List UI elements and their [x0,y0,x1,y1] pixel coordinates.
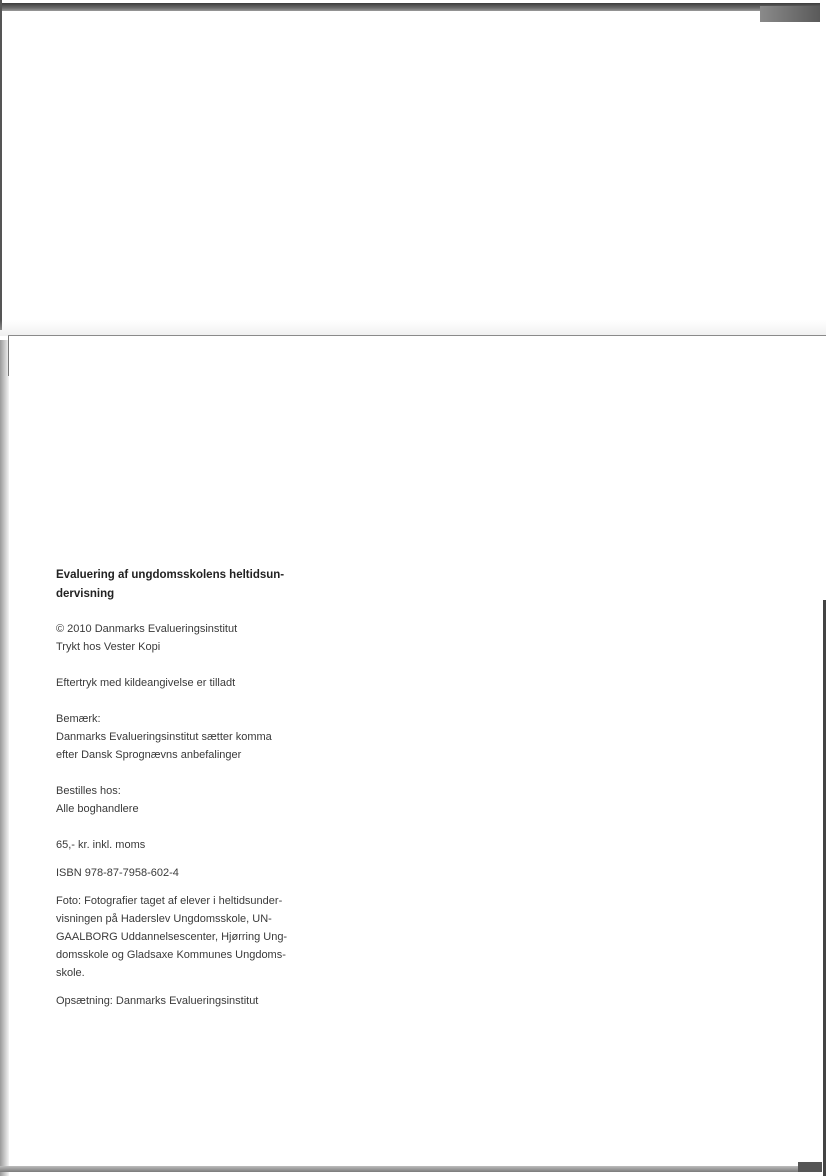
note-label: Bemærk: [56,713,101,725]
scan-left-edge-bottom [0,340,9,1176]
note-block [56,710,306,764]
photo-credit-line: visningen på Haderslev Ungdomsskole, UN- [56,913,272,925]
note-text: Danmarks Evalueringsinstitut sætter komma [56,731,272,743]
photo-credit-line: skole. [56,967,85,979]
isbn-block [56,864,306,882]
fold-shadow [0,320,826,336]
scan-top-edge [0,3,820,11]
publication-title [56,566,306,604]
copyright-block [56,620,306,656]
fold-line [8,335,826,336]
photo-credit-line: domsskole og Gladsaxe Kommunes Ungdoms- [56,949,286,961]
photo-credit-block [56,892,306,982]
order-label: Bestilles hos: [56,785,121,797]
scan-left-corner [8,336,9,376]
printer-text: Trykt hos Vester Kopi [56,641,161,653]
photo-credit-line: GAALBORG Uddannelsescenter, Hjørring Ung- [56,931,288,943]
note-text: efter Dansk Sprognævns anbefalinger [56,749,242,761]
photo-credit-line: Foto: Fotografier taget af elever i heltidsunder- [56,895,283,907]
reprint-block [56,674,306,692]
scan-top-corner [760,6,820,22]
price-text: 65,- kr. inkl. moms [56,839,146,851]
scan-bottom-edge [0,1166,806,1172]
colophon [56,566,306,1028]
isbn-text: ISBN 978-87-7958-602-4 [56,867,179,879]
reprint-text: Eftertryk med kildeangivelse er tilladt [56,677,236,689]
layout-credit-text: Opsætning: Danmarks Evalueringsinstitut [56,995,259,1007]
price-block [56,836,306,854]
scan-bottom-corner [798,1162,822,1172]
order-block [56,782,306,818]
layout-credit-block [56,992,306,1010]
order-value: Alle boghandlere [56,803,139,815]
title-line: dervisning [56,588,115,600]
copyright-text: © 2010 Danmarks Evalueringsinstitut [56,623,238,635]
scan-left-edge-top [0,0,2,330]
title-line: Evaluering af ungdomsskolens heltidsun- [56,569,285,581]
